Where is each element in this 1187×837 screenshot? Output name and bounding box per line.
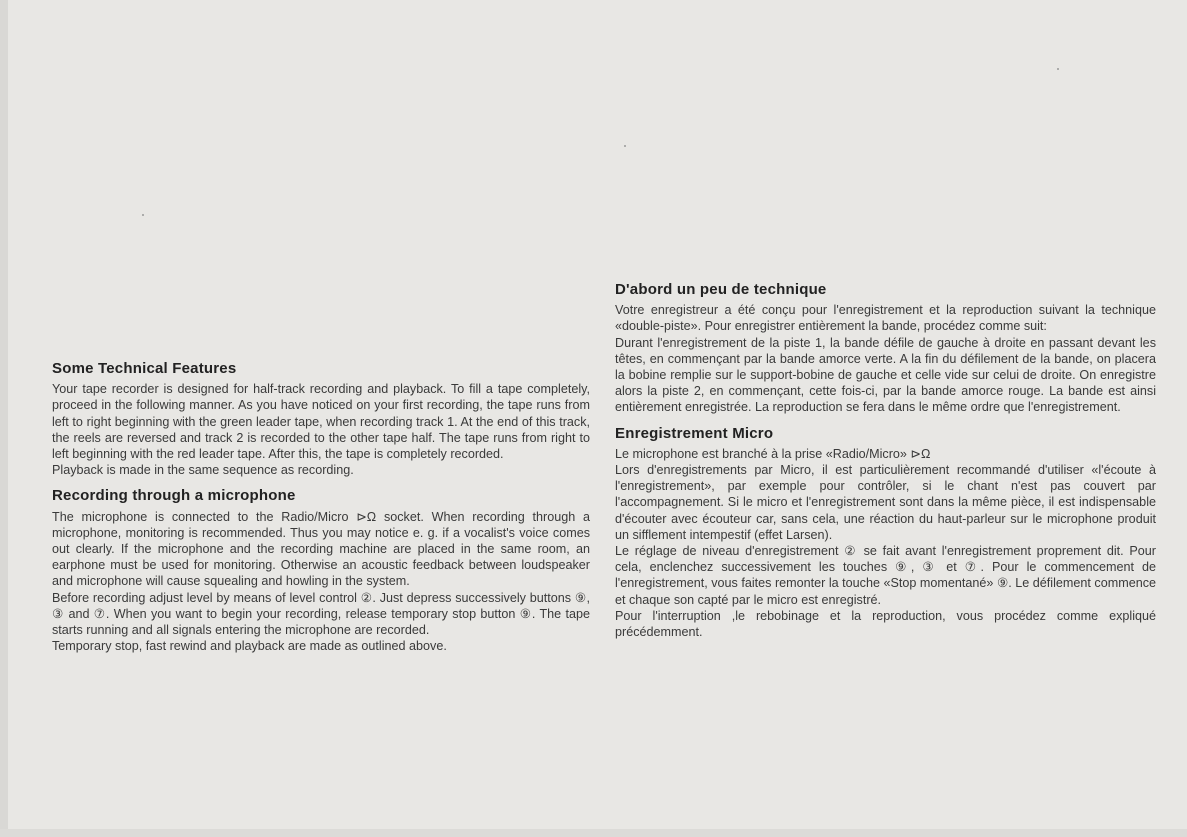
section-enregistrement-micro — [615, 426, 1156, 641]
paragraph: Durant l'enregistrement de la piste 1, la bande défile de gauche à droite en passant devant les têtes, en commençant par la bande amorce verte. A la fin du défilement de la bande, on placera la bobine remplie sur le support-bobine de gauche et celle vide sur celui de droite. On enregistre alors la piste 2, en commençant, cette fois-ci, par la bande amorce rouge. La bande est ainsi entièrement enregistrée. La reproduction se fera dans le même ordre que l'enregistrement. — [615, 335, 1156, 415]
section-heading: Enregistrement Micro — [615, 424, 774, 442]
paragraph: Le microphone est branché à la prise «Radio/Micro» ⊳Ω — [615, 446, 931, 461]
section-heading: Recording through a microphone — [52, 487, 296, 505]
french-column — [615, 282, 1156, 640]
paragraph: Playback is made in the same sequence as recording. — [52, 463, 354, 478]
section-technical-features — [52, 361, 590, 478]
page-edge-bottom — [0, 829, 1187, 837]
paragraph: Votre enregistreur a été conçu pour l'enregistrement et la reproduction suivant la technique «double-piste». Pour enregistrer entièrement la bande, procédez comme suit: — [615, 303, 1156, 334]
paper-speck — [142, 214, 144, 216]
section-heading: D'abord un peu de technique — [615, 281, 827, 298]
paragraph: Pour l'interruption ,le rebobinage et la reproduction, vous procédez comme expliqué précédemment. — [615, 608, 1156, 640]
paper-speck — [1057, 68, 1059, 70]
page-edge-left — [0, 0, 8, 837]
paragraph: Lors d'enregistrements par Micro, il est particulièrement recommandé d'utiliser «l'écoute à l'enregistrement», par exemple pour contrôler, si le chant n'est pas couvert par l'accompagnement. Si le micro et l'enregistrement sont dans la même pièce, il est indispensable d'écouter avec écouteur car, sans cela, une réaction du haut-parleur sur le microphone produit un sifflement intempestif (effet Larsen). — [615, 463, 1156, 542]
paragraph: Your tape recorder is designed for half-track recording and playback. To fill a tape completely, proceed in the following manner. As you have noticed on your first recording, the tape runs from left to right beginning with the green leader tape, when recording track 1. At the end of this track, the reels are reversed and track 2 is recorded to the other tape half. The tape runs from right to left beginning with the red leader tape. After this, the tape is completely recorded. — [52, 382, 590, 462]
section-technique — [615, 282, 1156, 416]
paper-speck — [624, 145, 626, 147]
section-recording-microphone — [52, 488, 590, 654]
english-column — [52, 361, 590, 654]
paragraph: Temporary stop, fast rewind and playback are made as outlined above. — [52, 639, 447, 654]
paragraph: Le réglage de niveau d'enregistrement ② se fait avant l'enregistrement proprement dit. Pour cela, enclenchez successivement les touches ⑨, ③ et ⑦. Pour le commencement de l'enregistrement, vous faites remonter la touche «Stop momentané» ⑨. Le défilement commence et chaque son capté par le micro est enregistré. — [615, 544, 1156, 607]
paragraph: Before recording adjust level by means of level control ②. Just depress successively buttons ⑨, ③ and ⑦. When you want to begin your recording, release temporary stop button ⑨. The tape starts running and all signals entering the microphone are recorded. — [52, 590, 590, 638]
section-heading: Some Technical Features — [52, 360, 237, 377]
paragraph: The microphone is connected to the Radio/Micro ⊳Ω socket. When recording through a microphone, monitoring is recommended. Thus you may notice e. g. if a vocalist's voice comes out clearly. If the microphone and the recording machine are placed in the same room, an earphone must be used for monitoring. Otherwise an acoustic feedback between loudspeaker and microphone will cause squealing and howling in the system. — [52, 509, 590, 589]
